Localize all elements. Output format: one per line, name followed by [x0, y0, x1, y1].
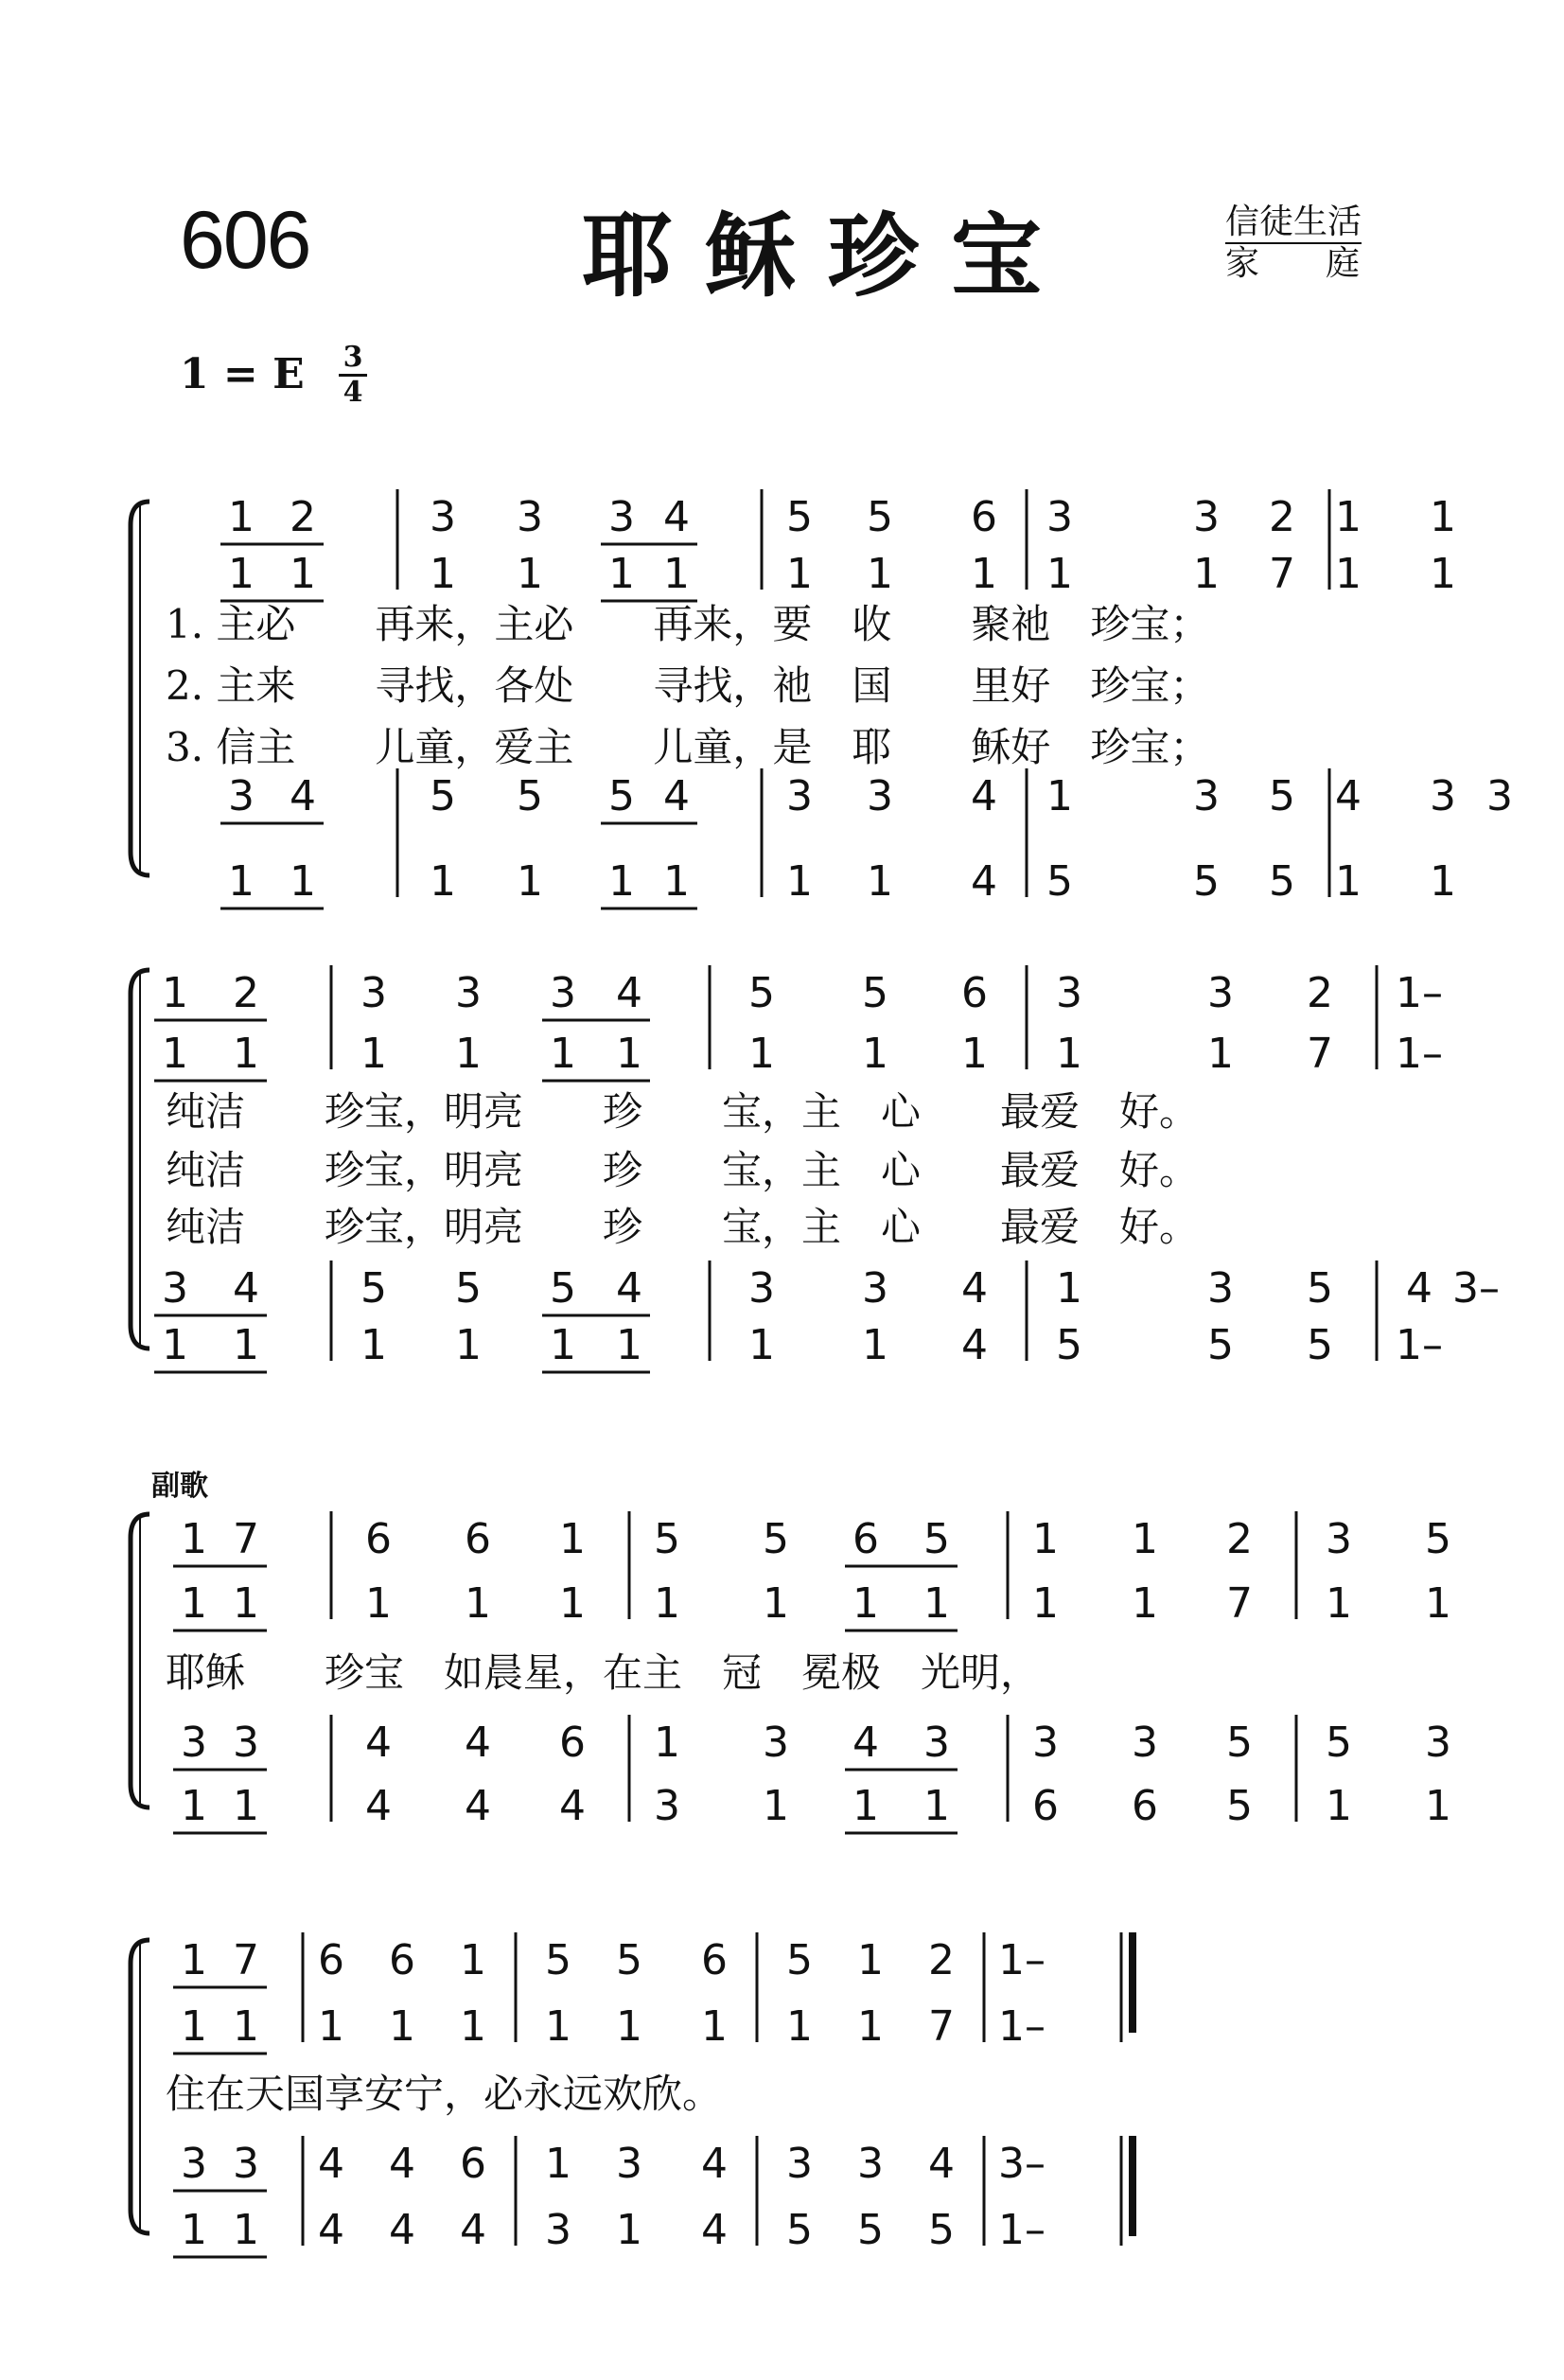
note: 3 [786, 2140, 813, 2188]
note: 3 [862, 1264, 888, 1313]
note: 6 [852, 1515, 879, 1563]
note: 1 [181, 2206, 207, 2254]
note: 6 [961, 969, 988, 1017]
note: 4 [1335, 772, 1362, 820]
note: 5 [928, 2206, 955, 2254]
note: 4 [928, 2140, 955, 2188]
note: 1 [1046, 772, 1073, 820]
note: 7 [233, 1936, 259, 1984]
note: 1– [1396, 1030, 1443, 1078]
note: 1 [663, 857, 690, 906]
note: 4 [663, 493, 690, 541]
note: 1 [290, 857, 316, 906]
note: 1 [616, 2002, 642, 2051]
lyric-line: 耶稣 珍宝 如晨星，在主 冠 冕极 光明， [166, 1649, 1041, 1696]
note: 1 [1326, 1782, 1352, 1830]
note: 3 [181, 1719, 207, 1767]
note: 5 [923, 1515, 950, 1563]
note: 3 [233, 1719, 259, 1767]
note: 3 [867, 772, 893, 820]
lyric-line: 2. 主来 寻找，各处 寻找，祂 国 里好 珍宝； [166, 662, 1210, 709]
note: 1 [365, 1579, 392, 1628]
note: 4 [616, 1264, 642, 1313]
note: 5 [1269, 772, 1295, 820]
note: 1 [1032, 1515, 1059, 1563]
note: 3– [998, 2140, 1046, 2188]
note: 4 [559, 1782, 586, 1830]
note: 1 [1132, 1515, 1158, 1563]
lyric-line: 纯洁 珍宝，明亮 珍 宝，主 心 最爱 好。 [166, 1088, 1200, 1135]
note: 3 [455, 969, 482, 1017]
note: 1 [663, 550, 690, 598]
note: 3 [228, 772, 255, 820]
note: 5 [862, 969, 888, 1017]
note: 4 [460, 2206, 486, 2254]
note: 5 [455, 1264, 482, 1313]
note: 3 [1193, 493, 1220, 541]
note: 3 [1132, 1719, 1158, 1767]
note: 5 [1056, 1321, 1082, 1369]
note: 1 [616, 1321, 642, 1369]
note: 1 [971, 550, 997, 598]
note: 3 [1326, 1515, 1352, 1563]
note: 1 [608, 550, 635, 598]
note: 3 [162, 1264, 188, 1313]
note: 1 [1425, 1579, 1451, 1628]
note: 1 [1430, 550, 1456, 598]
note: 3 [1430, 772, 1456, 820]
note: 1 [862, 1030, 888, 1078]
note: 3 [608, 493, 635, 541]
note: 1 [318, 2002, 344, 2051]
note: 1 [233, 1321, 259, 1369]
note: 5 [1226, 1782, 1253, 1830]
note: 4 [290, 772, 316, 820]
note: 4 [701, 2206, 728, 2254]
note: 6 [559, 1719, 586, 1767]
lyric-line: 纯洁 珍宝，明亮 珍 宝，主 心 最爱 好。 [166, 1147, 1200, 1193]
note: 1 [1046, 550, 1073, 598]
note: 5 [786, 2206, 813, 2254]
note: 3 [1056, 969, 1082, 1017]
note: 1 [360, 1030, 387, 1078]
hymn-number: 606 [180, 195, 310, 286]
note: 1 [162, 1030, 188, 1078]
category-line2: 家庭 [1225, 244, 1427, 283]
note: 1 [616, 1030, 642, 1078]
note: 4 [389, 2206, 415, 2254]
lyric-line: 住在天国享安宁，必永远欢欣。 [166, 2071, 723, 2117]
note: 7 [928, 2002, 955, 2051]
note: 1 [389, 2002, 415, 2051]
note: 1 [923, 1782, 950, 1830]
note: 5 [857, 2206, 884, 2254]
note: 4 [465, 1782, 491, 1830]
note: 1 [748, 1321, 775, 1369]
note: 1 [455, 1321, 482, 1369]
note: 5 [1326, 1719, 1352, 1767]
note: 5 [1307, 1264, 1333, 1313]
note: 1 [233, 1782, 259, 1830]
note: 1 [550, 1030, 576, 1078]
note: 1 [1430, 857, 1456, 906]
note: 5 [654, 1515, 680, 1563]
note: 1 [460, 1936, 486, 1984]
note: 1 [786, 857, 813, 906]
note: 2 [233, 969, 259, 1017]
note: 4 [318, 2140, 344, 2188]
note: 1 [181, 1782, 207, 1830]
note: 3– [1452, 1264, 1500, 1313]
note: 5 [1046, 857, 1073, 906]
note: 1 [559, 1515, 586, 1563]
note: 1 [545, 2140, 571, 2188]
note: 3 [1207, 969, 1234, 1017]
note: 1 [852, 1579, 879, 1628]
note: 6 [460, 2140, 486, 2188]
note: 1 [228, 493, 255, 541]
note: 1 [228, 857, 255, 906]
category-line1: 信徒生活 [1225, 203, 1362, 244]
note: 3 [616, 2140, 642, 2188]
note: 1 [1032, 1579, 1059, 1628]
note: 5 [616, 1936, 642, 1984]
note: 2 [928, 1936, 955, 1984]
chorus-label: 副歌 [151, 1470, 208, 1503]
note: 1 [465, 1579, 491, 1628]
note: 1 [786, 2002, 813, 2051]
time-signature-bottom: 4 [343, 376, 363, 409]
note: 5 [430, 772, 456, 820]
note: 1 [1193, 550, 1220, 598]
note: 1– [998, 2206, 1046, 2254]
note: 1 [1056, 1264, 1082, 1313]
note: 1 [430, 857, 456, 906]
note: 1 [460, 2002, 486, 2051]
note: 5 [1425, 1515, 1451, 1563]
note: 3 [1425, 1719, 1451, 1767]
note: 1 [1056, 1030, 1082, 1078]
note: 1 [181, 1579, 207, 1628]
note: 1 [763, 1579, 789, 1628]
note: 1– [1396, 969, 1443, 1017]
note: 1 [961, 1030, 988, 1078]
note: 3 [233, 2140, 259, 2188]
note: 1– [998, 1936, 1046, 1984]
note: 1 [550, 1321, 576, 1369]
note: 7 [233, 1515, 259, 1563]
note: 1 [360, 1321, 387, 1369]
note: 6 [1132, 1782, 1158, 1830]
note: 4 [365, 1782, 392, 1830]
note: 4 [365, 1719, 392, 1767]
note: 5 [748, 969, 775, 1017]
note: 3 [748, 1264, 775, 1313]
note: 2 [1226, 1515, 1253, 1563]
note: 1 [1425, 1782, 1451, 1830]
note: 6 [465, 1515, 491, 1563]
lyric-line: 1. 主必 再来，主必 再来，要 收 聚祂 珍宝； [166, 601, 1210, 647]
note: 1 [181, 1515, 207, 1563]
note: 1 [616, 2206, 642, 2254]
note: 6 [971, 493, 997, 541]
note: 3 [763, 1719, 789, 1767]
note: 5 [550, 1264, 576, 1313]
note: 1– [998, 2002, 1046, 2051]
note: 3 [545, 2206, 571, 2254]
note: 3 [786, 772, 813, 820]
note: 4 [971, 857, 997, 906]
note: 4 [663, 772, 690, 820]
note: 1 [162, 1321, 188, 1369]
note: 3 [1032, 1719, 1059, 1767]
note: 4 [961, 1264, 988, 1313]
note: 1 [233, 1579, 259, 1628]
note: 5 [1269, 857, 1295, 906]
note: 5 [763, 1515, 789, 1563]
time-signature-top: 3 [343, 341, 363, 374]
note: 1 [763, 1782, 789, 1830]
note: 6 [365, 1515, 392, 1563]
note: 1 [654, 1719, 680, 1767]
note: 3 [1046, 493, 1073, 541]
note: 3 [360, 969, 387, 1017]
note: 4 [1406, 1264, 1432, 1313]
note: 1 [1335, 493, 1362, 541]
note: 5 [867, 493, 893, 541]
note: 1 [228, 550, 255, 598]
note: 4 [233, 1264, 259, 1313]
note: 7 [1226, 1579, 1253, 1628]
note: 5 [1193, 857, 1220, 906]
note: 1– [1396, 1321, 1443, 1369]
note: 5 [608, 772, 635, 820]
note: 6 [701, 1936, 728, 1984]
note: 3 [517, 493, 543, 541]
note: 3 [181, 2140, 207, 2188]
note: 5 [786, 493, 813, 541]
key-signature: 1 = E [180, 350, 305, 398]
note: 5 [1226, 1719, 1253, 1767]
lyric-line: 纯洁 珍宝，明亮 珍 宝，主 心 最爱 好。 [166, 1204, 1200, 1250]
note: 7 [1307, 1030, 1333, 1078]
note: 1 [559, 1579, 586, 1628]
note: 1 [862, 1321, 888, 1369]
note: 5 [786, 1936, 813, 1984]
note: 1 [654, 1579, 680, 1628]
note: 3 [857, 2140, 884, 2188]
note: 6 [1032, 1782, 1059, 1830]
note: 2 [290, 493, 316, 541]
note: 4 [465, 1719, 491, 1767]
note: 1 [517, 857, 543, 906]
note: 3 [1486, 772, 1513, 820]
note: 1 [857, 2002, 884, 2051]
note: 1 [1335, 550, 1362, 598]
note: 1 [701, 2002, 728, 2051]
note: 1 [1335, 857, 1362, 906]
note: 1 [867, 550, 893, 598]
note: 1 [517, 550, 543, 598]
note: 4 [318, 2206, 344, 2254]
note: 5 [360, 1264, 387, 1313]
note: 1 [162, 969, 188, 1017]
note: 1 [430, 550, 456, 598]
note: 3 [923, 1719, 950, 1767]
note: 1 [545, 2002, 571, 2051]
note: 4 [389, 2140, 415, 2188]
note: 5 [545, 1936, 571, 1984]
note: 1 [290, 550, 316, 598]
note: 5 [517, 772, 543, 820]
note: 1 [857, 1936, 884, 1984]
note: 1 [786, 550, 813, 598]
note: 1 [923, 1579, 950, 1628]
note: 1 [181, 2002, 207, 2051]
note: 1 [867, 857, 893, 906]
note: 1 [233, 2002, 259, 2051]
note: 1 [181, 1936, 207, 1984]
note: 1 [233, 2206, 259, 2254]
note: 1 [233, 1030, 259, 1078]
note: 1 [455, 1030, 482, 1078]
note: 4 [852, 1719, 879, 1767]
note: 3 [654, 1782, 680, 1830]
note: 3 [550, 969, 576, 1017]
note: 3 [1193, 772, 1220, 820]
note: 2 [1307, 969, 1333, 1017]
note: 5 [1307, 1321, 1333, 1369]
note: 1 [852, 1782, 879, 1830]
note: 4 [701, 2140, 728, 2188]
note: 6 [318, 1936, 344, 1984]
note: 1 [1430, 493, 1456, 541]
note: 1 [1132, 1579, 1158, 1628]
hymn-title: 耶稣珍宝 [582, 203, 1074, 309]
note: 1 [748, 1030, 775, 1078]
note: 1 [1207, 1030, 1234, 1078]
note: 2 [1269, 493, 1295, 541]
note: 7 [1269, 550, 1295, 598]
note: 1 [608, 857, 635, 906]
note: 4 [616, 969, 642, 1017]
note: 3 [1207, 1264, 1234, 1313]
note: 5 [1207, 1321, 1234, 1369]
note: 1 [1326, 1579, 1352, 1628]
lyric-line: 3. 信主 儿童，爱主 儿童，是 耶 稣好 珍宝； [166, 724, 1210, 770]
note: 3 [430, 493, 456, 541]
note: 4 [961, 1321, 988, 1369]
note: 4 [971, 772, 997, 820]
note: 6 [389, 1936, 415, 1984]
